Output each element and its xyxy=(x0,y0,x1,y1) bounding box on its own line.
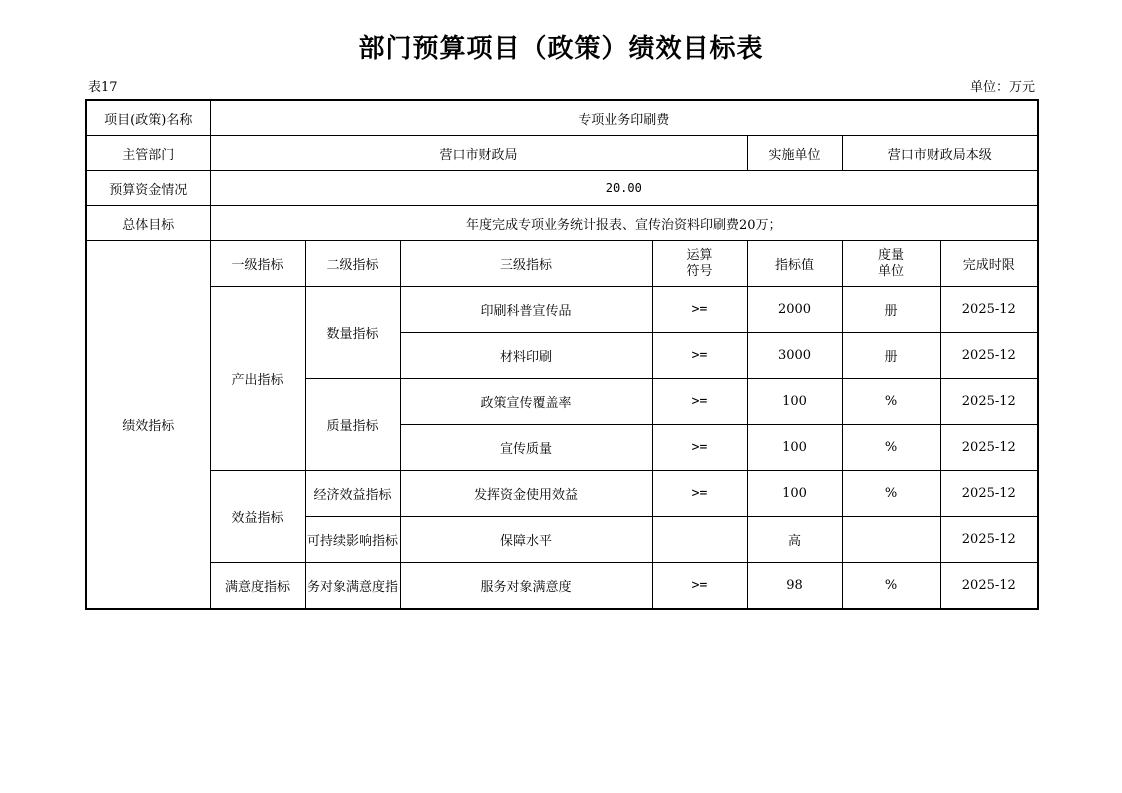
perf-indicators-label: 绩效指标 xyxy=(86,241,210,610)
indicator-cell: 政策宣传覆盖率 xyxy=(400,379,652,425)
level1-satisfaction: 满意度指标 xyxy=(210,563,305,610)
project-name-label: 项目(政策)名称 xyxy=(86,100,210,136)
unit-cell: % xyxy=(842,471,940,517)
level2-quality: 质量指标 xyxy=(305,379,400,471)
header-deadline: 完成时限 xyxy=(940,241,1038,287)
indicator-cell: 宣传质量 xyxy=(400,425,652,471)
target-cell: 3000 xyxy=(747,333,842,379)
target-cell: 100 xyxy=(747,425,842,471)
target-cell: 高 xyxy=(747,517,842,563)
dept-value: 营口市财政局 xyxy=(210,136,747,171)
level2-service: 务对象满意度指 xyxy=(305,563,400,610)
overall-goal-row xyxy=(86,206,1038,241)
unit-cell: % xyxy=(842,379,940,425)
header-operator-line2: 符号 xyxy=(686,263,713,279)
level2-sustainable: 可持续影响指标 xyxy=(305,517,400,563)
indicator-cell: 发挥资金使用效益 xyxy=(400,471,652,517)
unit-label: 单位：万元 xyxy=(969,80,1035,95)
project-name-value: 专项业务印刷费 xyxy=(210,100,1038,136)
dept-row xyxy=(86,136,1038,171)
overall-goal-label: 总体目标 xyxy=(86,206,210,241)
header-measure-line2: 单位 xyxy=(877,263,904,279)
table-row xyxy=(86,471,1038,517)
deadline-cell: 2025-12 xyxy=(940,379,1038,425)
table-number: 表17 xyxy=(88,80,118,95)
budget-value: 20.00 xyxy=(210,171,1038,206)
header-level3: 三级指标 xyxy=(400,241,652,287)
header-level2: 二级指标 xyxy=(305,241,400,287)
unit-cell: % xyxy=(842,425,940,471)
indicator-cell: 印刷科普宣传品 xyxy=(400,287,652,333)
level1-output: 产出指标 xyxy=(210,287,305,471)
unit-cell xyxy=(842,517,940,563)
target-cell: 98 xyxy=(747,563,842,610)
unit-cell: 册 xyxy=(842,287,940,333)
impl-unit-value: 营口市财政局本级 xyxy=(842,136,1038,171)
target-cell: 100 xyxy=(747,379,842,425)
unit-cell: % xyxy=(842,563,940,610)
performance-goal-table xyxy=(85,99,1039,610)
table-row xyxy=(86,287,1038,333)
header-level1: 一级指标 xyxy=(210,241,305,287)
level2-economic: 经济效益指标 xyxy=(305,471,400,517)
indicator-cell: 材料印刷 xyxy=(400,333,652,379)
level2-quantity: 数量指标 xyxy=(305,287,400,379)
deadline-cell: 2025-12 xyxy=(940,333,1038,379)
deadline-cell: 2025-12 xyxy=(940,471,1038,517)
project-name-row xyxy=(86,100,1038,136)
operator-cell: >= xyxy=(652,471,747,517)
deadline-cell: 2025-12 xyxy=(940,563,1038,610)
header-operator xyxy=(652,241,747,287)
page-title: 部门预算项目（政策）绩效目标表 xyxy=(358,34,764,64)
header-measure-line1: 度量 xyxy=(877,247,904,263)
overall-goal-value: 年度完成专项业务统计报表、宣传治资料印刷费20万； xyxy=(210,206,1038,241)
indicator-header-row xyxy=(86,241,1038,287)
target-cell: 2000 xyxy=(747,287,842,333)
deadline-cell: 2025-12 xyxy=(940,517,1038,563)
impl-unit-label: 实施单位 xyxy=(747,136,842,171)
budget-label: 预算资金情况 xyxy=(86,171,210,206)
indicator-cell: 服务对象满意度 xyxy=(400,563,652,610)
indicator-cell: 保障水平 xyxy=(400,517,652,563)
operator-cell: >= xyxy=(652,379,747,425)
operator-cell: >= xyxy=(652,563,747,610)
operator-cell xyxy=(652,517,747,563)
target-cell: 100 xyxy=(747,471,842,517)
level1-benefit: 效益指标 xyxy=(210,471,305,563)
operator-cell: >= xyxy=(652,287,747,333)
operator-cell: >= xyxy=(652,333,747,379)
operator-cell: >= xyxy=(652,425,747,471)
deadline-cell: 2025-12 xyxy=(940,425,1038,471)
deadline-cell: 2025-12 xyxy=(940,287,1038,333)
header-measure xyxy=(842,241,940,287)
budget-row xyxy=(86,171,1038,206)
header-target: 指标值 xyxy=(747,241,842,287)
header-operator-line1: 运算 xyxy=(686,247,713,263)
unit-cell: 册 xyxy=(842,333,940,379)
table-row xyxy=(86,563,1038,610)
dept-label: 主管部门 xyxy=(86,136,210,171)
